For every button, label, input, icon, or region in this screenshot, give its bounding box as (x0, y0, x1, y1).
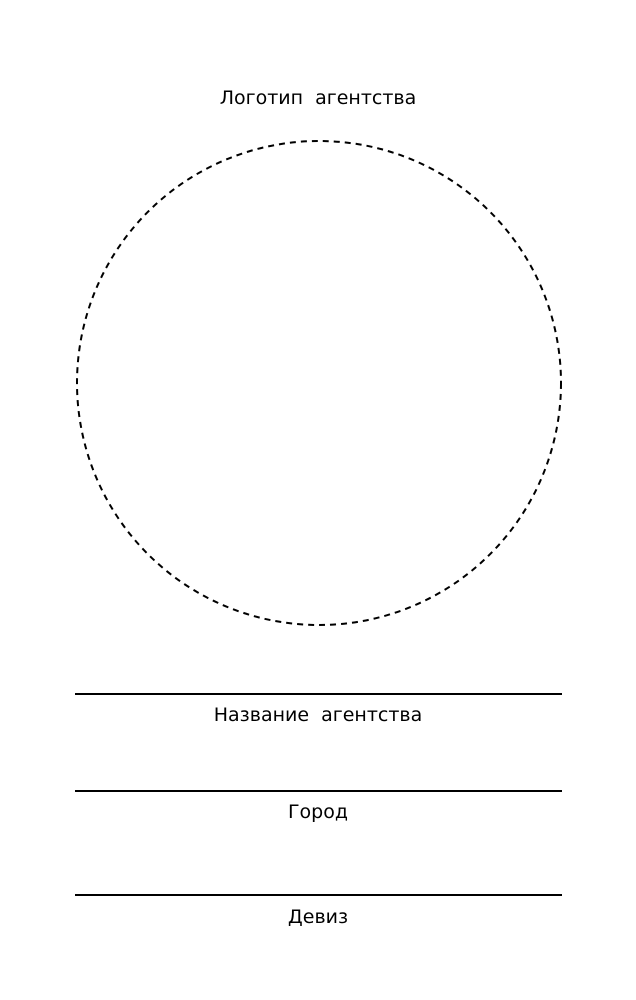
agency-name-line[interactable] (75, 693, 562, 695)
logo-label: Логотип агентства (219, 87, 417, 109)
motto-label: Девиз (287, 906, 349, 928)
dashed-circle-outline (74, 138, 564, 628)
city-line[interactable] (75, 790, 562, 792)
logo-placeholder[interactable] (74, 138, 564, 628)
city-label: Город (287, 801, 349, 823)
agency-name-label: Название агентства (213, 704, 423, 726)
motto-line[interactable] (75, 894, 562, 896)
